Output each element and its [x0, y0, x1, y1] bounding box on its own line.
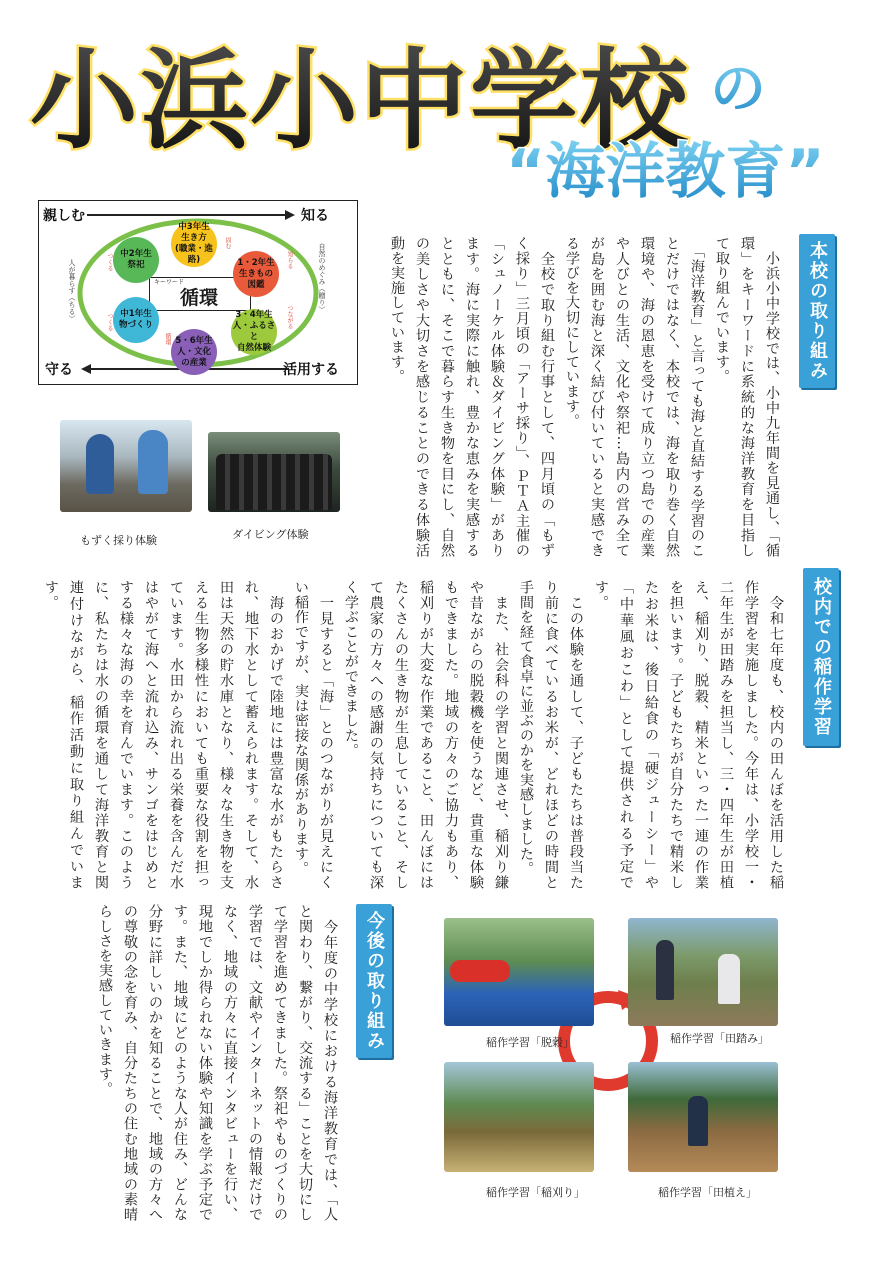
arc-label-learn: 知らる	[286, 251, 293, 269]
label-left-side: 人が暮らす（ちる）	[68, 259, 76, 322]
circle-grade12-label: 1・2年生 生きもの 図鑑	[237, 257, 275, 290]
arc-label-fix: 固む	[224, 237, 231, 249]
heading-honkou-text: 本校の取り組み	[807, 241, 828, 381]
circle-junior1-label: 中1年生 物づくり	[118, 309, 153, 330]
arc-label-make: つくる	[106, 253, 113, 271]
circle-grade34-label: 3・4年生 人・ふるさと 自然体験	[232, 310, 276, 353]
heading-honkou	[799, 234, 835, 388]
text-section3: 今年度の中学校における海洋教育では、「人と関わり、繋がり、交流する」ことを大切にして学習を進めてきました。祭祀やものづくりの学習では、文献やインターネットの情報だけでなく、地域の方々に直接インタビューを行い、現地でしか得られない体験や知識を学ぶ予定です。また、地域にどのような人が住み、どんな分野に詳しいのかを知ることで、地域の方々への尊敬の念を育み、自分たちの住む地域の素晴らしさを実感していきます。	[97, 904, 338, 1222]
circle-grade12	[233, 251, 279, 297]
label-shiru: 知る	[301, 208, 329, 224]
label-katsuyou: 活用する	[283, 362, 339, 378]
caption-inekari: 稲作学習「稲刈り」	[486, 1186, 585, 1199]
photo-mozuku	[60, 420, 192, 512]
cycle-diagram	[38, 200, 358, 385]
circle-junior3	[171, 221, 217, 267]
caption-mozuku: もずく採り体験	[80, 534, 157, 547]
center-keyword-label: キーワード	[154, 279, 185, 286]
heading-inasaku	[803, 568, 839, 746]
text-section2: 令和七年度も、校内の田んぼを活用した稲作学習を実施しました。今年は、小学校一・二年生が田踏みを担当し、三・四年生が田植え、稲刈り、脱穀、精米といった一連の作業を担います。子どもたちが自分たちで精米したお米は、後日給食の「硬ジューシー」や「中華風おこわ」として提供される予定です。 この体験を通して、子どもたちは普段当たり前に食べているお米が、どれほどの時間と手間を経て食卓に並ぶのかを実感しました。 また、社会科の学習と関連させ、稲刈り鎌や昔ながらの脱穀機を使うなど、貴重な体験もできました。地域の方々のご協力もあり、稲刈りが大変な作業であること、田んぼにはたくさんの生き物が生息していること、そして農家の方々への感謝の気持ちについても深く学ぶことができました。 一見すると「海」とのつながりが見えにくい稲作ですが、実は密接な関係があります。 海のおかげで陸地には豊富な水がもたらされ、地下水として蓄えられます。そして、水田は天然の貯水庫となり、様々な生き物を支える生物多様性においても重要な役割を担っています。水田から流れ出る栄養を含んだ水はやがて海へと流れ込み、サンゴをはじめとする様々な海の幸を育んでいます。このように、私たちは水の循環を通して海洋教育と関連付けながら、稲作活動に取り組んでいます。	[43, 580, 784, 890]
label-mamoru: 守る	[45, 362, 73, 378]
arc-label-make2: つくる	[106, 313, 113, 331]
circle-grade34	[231, 309, 277, 355]
heading-kongo-text: 今後の取り組み	[364, 911, 385, 1051]
photo-inekari	[444, 1062, 594, 1172]
photo-diving	[208, 432, 340, 512]
center-keyword: 循環	[180, 287, 219, 309]
heading-kongo	[356, 904, 392, 1058]
circle-junior3-label: 中3年生 生き方 (職業・進路)	[175, 222, 213, 265]
circle-grade56-label: 5・6年生 人・文化 の産業	[175, 335, 213, 368]
circle-junior2	[113, 237, 159, 283]
sub-title: “海洋教育”	[506, 137, 825, 207]
main-title: 小浜小中学校	[30, 39, 691, 164]
label-shitashimu: 親しむ	[43, 208, 85, 224]
label-right-side: 自然のめぐみ（贈り）	[318, 243, 326, 313]
title-particle: の	[710, 57, 766, 122]
caption-dakkoku: 稲作学習「脱穀」	[486, 1036, 574, 1049]
text-section1: 小浜小中学校では、小中九年間を見通し、「循環」をキーワードに系統的な海洋教育を目指して取り組んでいます。 「海洋教育」と言っても海と直結する学習のことだけではなく、本校では、海を取り巻く自然環境や、海の恩恵を受けて成り立つ島での産業や人びとの生活、文化や祭祀…島内の営み全てが島を囲む海と深く結び付いていると実感できる学びを大切にしています。 全校で取り組む行事として、四月頃の「もずく採り」三月頃の「アーサ採り」、ＰＴＡ主催の「シュノーケル体験＆ダイビング体験」があります。海に実際に触れ、豊かな恵みを実感するとともに、そこで暮らす生き物を目にし、自然の美しさや大切さを感じることのできる体験活動を実施しています。	[389, 236, 780, 558]
circle-junior1	[113, 297, 159, 343]
photo-taumi	[628, 918, 778, 1026]
photo-taue	[628, 1062, 778, 1172]
caption-diving: ダイビング体験	[232, 528, 309, 541]
circle-junior2-label: 中2年生 祭祀	[120, 249, 152, 270]
heading-inasaku-text: 校内での稲作学習	[811, 577, 832, 737]
arc-label-sustain: 循環	[164, 333, 171, 345]
circle-grade56	[171, 329, 217, 375]
caption-taumi: 稲作学習「田踏み」	[670, 1032, 769, 1045]
title-banner	[0, 0, 882, 210]
arc-label-connect: つながる	[286, 305, 293, 329]
caption-taue: 稲作学習「田植え」	[658, 1186, 757, 1199]
photo-dakkoku	[444, 918, 594, 1026]
